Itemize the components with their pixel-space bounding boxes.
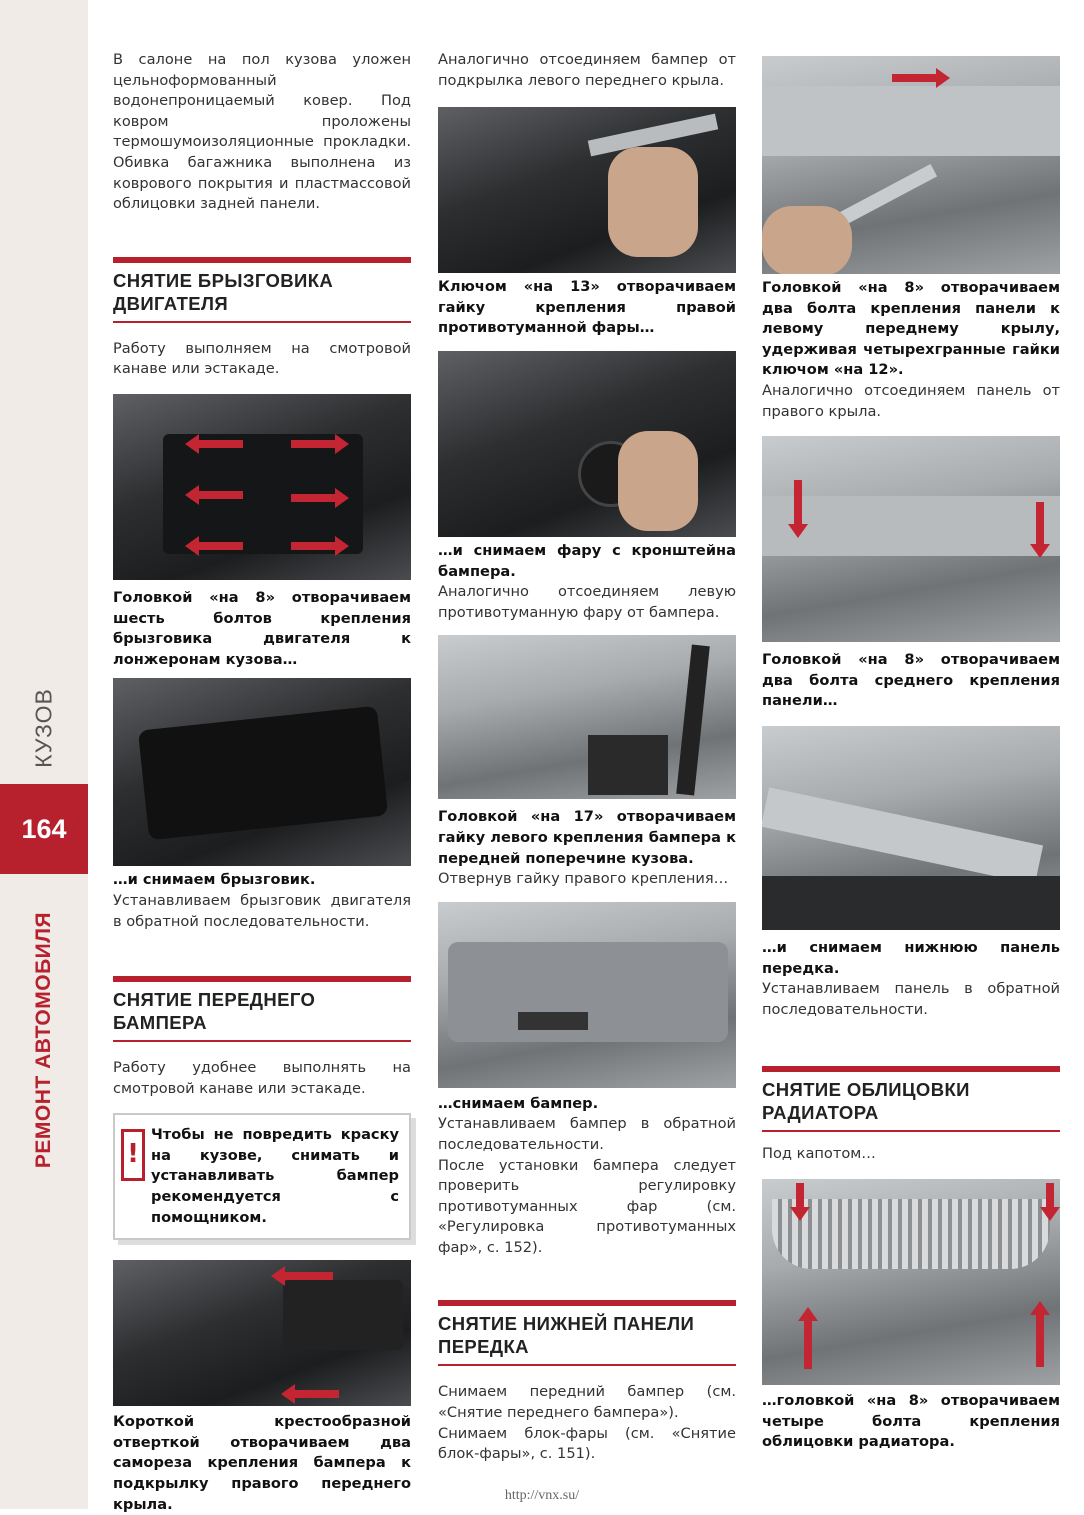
footer-url: http://vnx.su/: [504, 1488, 580, 1503]
caption: Головкой «на 8» отворачиваем шесть болтов крепления брызговика двигателя к лонжеронам кузова…: [113, 588, 411, 668]
arrow-icon: [892, 74, 938, 82]
heading-engine-splash: СНЯТИЕ БРЫЗГОВИКА ДВИГАТЕЛЯ: [113, 257, 411, 323]
paragraph: Отвернув гайку правого крепления…: [438, 870, 729, 888]
intro-text: В салоне на пол кузова уложен цельноформованный водонепроницаемый ковер. Под ковром проложены термошумоизоляционные прокладки. Обивка багажника выполнена из коврового покрытия и пластмассовой облицовки задней панели.: [113, 51, 411, 213]
photo-panel-wing-bolts: [762, 56, 1060, 274]
arrow-icon: [1046, 1183, 1054, 1209]
photo-bumper-nut: [438, 635, 736, 799]
caption: …и снимаем нижнюю панель передка.: [762, 938, 1060, 977]
caption: Головкой «на 8» отворачиваем два болта крепления панели к левому переднему крылу, удерживая четырехгранные гайки ключом «на 12».: [762, 279, 1060, 379]
column-3: [762, 56, 1060, 1453]
caption: Короткой крестообразной отверткой отворачиваем два самореза крепления бампера к подкрылку правого переднего крыла.: [113, 1413, 411, 1513]
arrow-icon: [197, 440, 243, 448]
paragraph: Снимаем блок-фары (см. «Снятие блок-фары», с. 151).: [438, 1424, 736, 1463]
warning-text: Чтобы не повредить краску на кузове, снимать и устанавливать бампер рекомендуется с помощником.: [151, 1126, 399, 1226]
photo-bumper-removed: [438, 902, 736, 1088]
arrow-icon: [291, 494, 337, 502]
photo-splash-bolts: [113, 394, 411, 580]
warning-icon: !: [115, 1125, 151, 1228]
paragraph: Работу выполняем на смотровой канаве или эстакаде.: [113, 339, 411, 378]
paragraph: Устанавливаем бампер в обратной последовательности.: [438, 1115, 736, 1153]
heading-front-bumper: СНЯТИЕ ПЕРЕДНЕГО БАМПЕРА: [113, 976, 411, 1042]
arrow-icon: [804, 1319, 812, 1369]
photo-bumper-screws: [113, 1260, 411, 1406]
paragraph: Аналогично отсоединяем левую противотуманную фару от бампера.: [438, 583, 736, 621]
arrow-icon: [291, 440, 337, 448]
warning-box: [113, 1113, 411, 1240]
arrow-icon: [283, 1272, 333, 1280]
arrow-icon: [1036, 502, 1044, 546]
book-title: РЕМОНТ АВТОМОБИЛЯ: [32, 911, 55, 1169]
caption: …и снимаем фару с кронштейна бампера.: [438, 541, 736, 580]
arrow-icon: [197, 491, 243, 499]
photo-fog-lamp-nut: [438, 107, 736, 273]
paragraph: Аналогично отсоединяем бампер от подкрылка левого переднего крыла.: [438, 51, 736, 89]
arrow-icon: [794, 480, 802, 526]
section-label: КУЗОВ: [30, 688, 57, 768]
arrow-icon: [1036, 1313, 1044, 1367]
paragraph: Работу удобнее выполнять на смотровой канаве или эстакаде.: [113, 1059, 411, 1097]
sidebar: [0, 0, 88, 1509]
heading-radiator-grille: СНЯТИЕ ОБЛИЦОВКИ РАДИАТОРА: [762, 1066, 1060, 1132]
photo-panel-middle-bolts: [762, 436, 1060, 642]
column-1: [113, 50, 411, 1515]
caption: …снимаем бампер.: [438, 1094, 599, 1112]
arrow-icon: [197, 542, 243, 550]
arrow-icon: [796, 1183, 804, 1209]
caption: Ключом «на 13» отворачиваем гайку крепления правой противотуманной фары…: [438, 278, 736, 337]
photo-fog-lamp-removed: [438, 351, 736, 537]
caption: Головкой «на 17» отворачиваем гайку левого крепления бампера к передней поперечине кузова.: [438, 808, 736, 867]
paragraph: Снимаем передний бампер (см. «Снятие переднего бампера»).: [438, 1383, 736, 1422]
photo-grille-bolts: [762, 1179, 1060, 1385]
paragraph: Устанавливаем брызговик двигателя в обратной последовательности.: [113, 891, 411, 930]
arrow-icon: [291, 542, 337, 550]
paragraph: Под капотом…: [762, 1145, 876, 1163]
caption: Головкой «на 8» отворачиваем два болта среднего крепления панели…: [762, 651, 1060, 710]
paragraph: После установки бампера следует проверить регулировку противотуманных фар (см. «Регулировка противотуманных фар», с. 152).: [438, 1156, 736, 1256]
photo-splash-removed: [113, 678, 411, 866]
column-2: [438, 50, 736, 1465]
heading-lower-panel: СНЯТИЕ НИЖНЕЙ ПАНЕЛИ ПЕРЕДКА: [438, 1300, 736, 1366]
page-number: 164: [0, 784, 88, 874]
paragraph: Аналогично отсоединяем панель от правого крыла.: [762, 381, 1060, 420]
caption: …головкой «на 8» отворачиваем четыре болта крепления облицовки радиатора.: [762, 1391, 1060, 1451]
photo-panel-removed: [762, 726, 1060, 930]
caption: …и снимаем брызговик.: [113, 871, 316, 889]
arrow-icon: [293, 1390, 339, 1398]
paragraph: Устанавливаем панель в обратной последовательности.: [762, 980, 1060, 1018]
